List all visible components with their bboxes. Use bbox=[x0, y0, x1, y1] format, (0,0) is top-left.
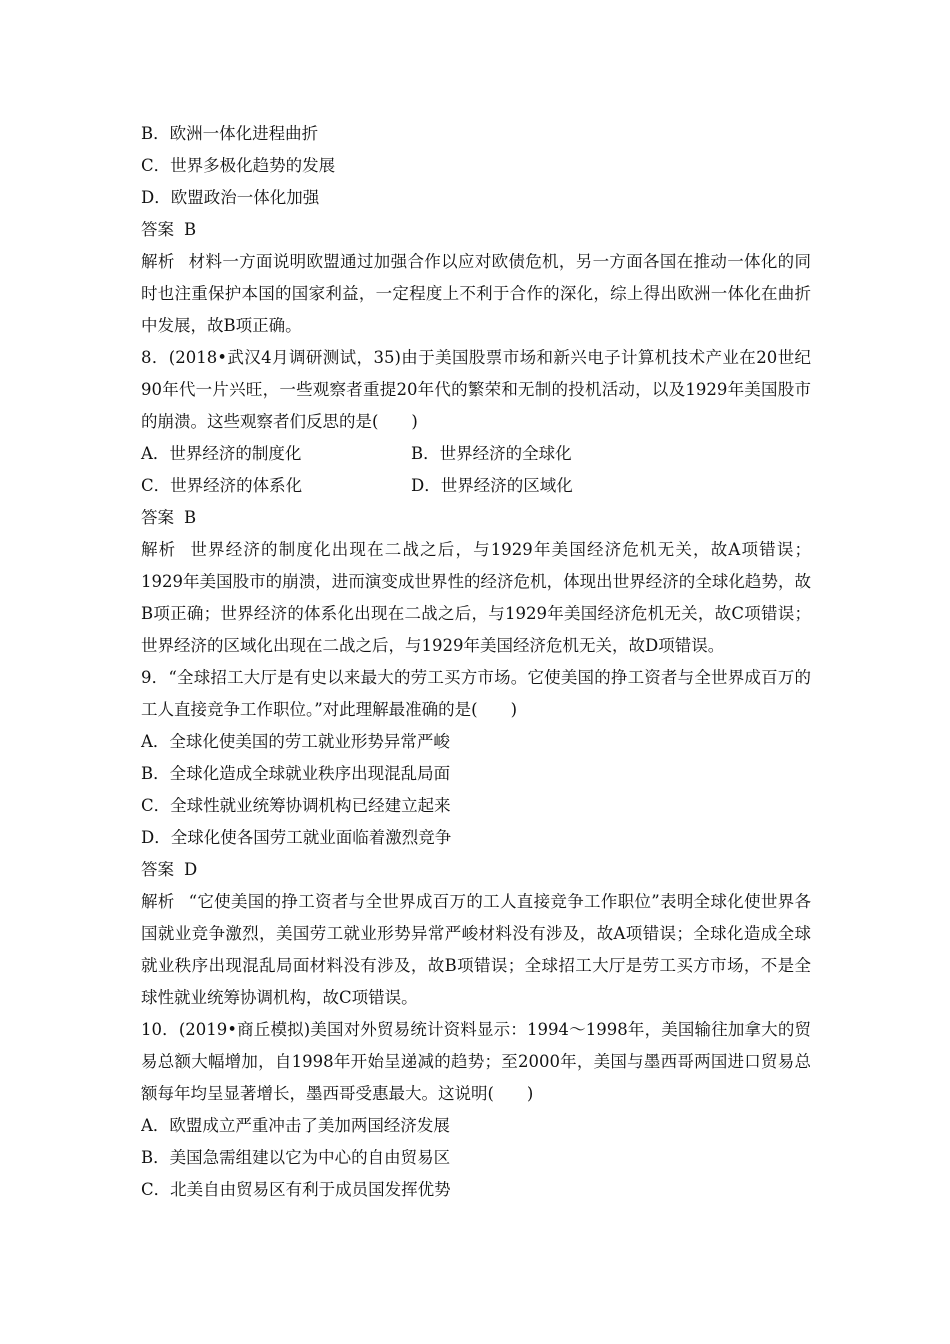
q8-option-a: A．世界经济的制度化 bbox=[141, 444, 302, 463]
q9-option-c: C．全球性就业统筹协调机构已经建立起来 bbox=[141, 796, 451, 815]
q10-option-b: B．美国急需组建以它为中心的自由贸易区 bbox=[141, 1148, 451, 1167]
q10-stem: 10．(2019•商丘模拟)美国对外贸易统计资料显示：1994～1998年，美国输往加拿大的贸易总额大幅增加，自1998年开始呈递减的趋势；至2000年，美国与墨西哥两国进口贸易总额每年均呈显著增长，墨西哥受惠最大。这说明( ) bbox=[141, 1020, 811, 1103]
q7-option-d: D．欧盟政治一体化加强 bbox=[141, 188, 320, 207]
q9-option-a: A．全球化使美国的劳工就业形势异常严峻 bbox=[141, 732, 450, 751]
q10-option-a: A．欧盟成立严重冲击了美加两国经济发展 bbox=[141, 1116, 450, 1135]
q7-option-b: B．欧洲一体化进程曲折 bbox=[141, 124, 319, 143]
answer-label: 答案 bbox=[141, 860, 174, 879]
analysis-text: 世界经济的制度化出现在二战之后，与1929年美国经济危机无关，故A项错误；1929年美国股市的崩溃，进而演变成世界性的经济危机，体现出世界经济的全球化趋势，故B项正确；世界经济的体系化出现在二战之后，与1929年美国经济危机无关，故C项错误；世界经济的区域化出现在二战之后，与1929年美国经济危机无关，故D项错误。 bbox=[141, 540, 811, 655]
analysis-label: 解析 bbox=[141, 252, 175, 271]
q8-option-b: B．世界经济的全球化 bbox=[411, 444, 572, 463]
q8-answer bbox=[141, 502, 811, 534]
q9-analysis bbox=[141, 886, 811, 1014]
q8-option-d: D．世界经济的区域化 bbox=[411, 476, 573, 495]
analysis-label: 解析 bbox=[141, 892, 175, 911]
q8-options-row-1 bbox=[141, 438, 811, 470]
analysis-text: “它使美国的挣工资者与全世界成百万的工人直接竞争工作职位”表明全球化使世界各国就业竞争激烈，美国劳工就业形势异常严峻材料没有涉及，故A项错误；全球化造成全球就业秩序出现混乱局面材料没有涉及，故B项错误；全球招工大厅是劳工买方市场，不是全球性就业统筹协调机构，故C项错误。 bbox=[141, 892, 811, 1007]
q8-stem: 8．(2018•武汉4月调研测试，35)由于美国股票市场和新兴电子计算机技术产业在20世纪90年代一片兴旺，一些观察者重提20年代的繁荣和无制的投机活动，以及1929年美国股市的崩溃。这些观察者们反思的是( ) bbox=[141, 348, 811, 431]
answer-label: 答案 bbox=[141, 508, 174, 527]
q7-answer bbox=[141, 214, 811, 246]
q9-answer bbox=[141, 854, 811, 886]
answer-value: D bbox=[184, 860, 198, 879]
q9-option-b: B．全球化造成全球就业秩序出现混乱局面 bbox=[141, 764, 451, 783]
q10-option-c: C．北美自由贸易区有利于成员国发挥优势 bbox=[141, 1180, 451, 1199]
answer-value: B bbox=[184, 220, 197, 239]
analysis-text: 材料一方面说明欧盟通过加强合作以应对欧债危机，另一方面各国在推动一体化的同时也注重保护本国的国家利益，一定程度上不利于合作的深化，综上得出欧洲一体化在曲折中发展，故B项正确。 bbox=[141, 252, 812, 335]
q7-analysis bbox=[141, 246, 811, 342]
analysis-label: 解析 bbox=[141, 540, 177, 559]
q7-option-c: C．世界多极化趋势的发展 bbox=[141, 156, 336, 175]
answer-value: B bbox=[184, 508, 197, 527]
q9-stem: 9．“全球招工大厅是有史以来最大的劳工买方市场。它使美国的挣工资者与全世界成百万的工人直接竞争工作职位。”对此理解最准确的是( ) bbox=[141, 668, 811, 719]
q8-option-c: C．世界经济的体系化 bbox=[141, 476, 303, 495]
q8-analysis bbox=[141, 534, 811, 662]
document-body bbox=[141, 118, 811, 1206]
q8-options-row-2 bbox=[141, 470, 811, 502]
q9-option-d: D．全球化使各国劳工就业面临着激烈竞争 bbox=[141, 828, 452, 847]
answer-label: 答案 bbox=[141, 220, 174, 239]
